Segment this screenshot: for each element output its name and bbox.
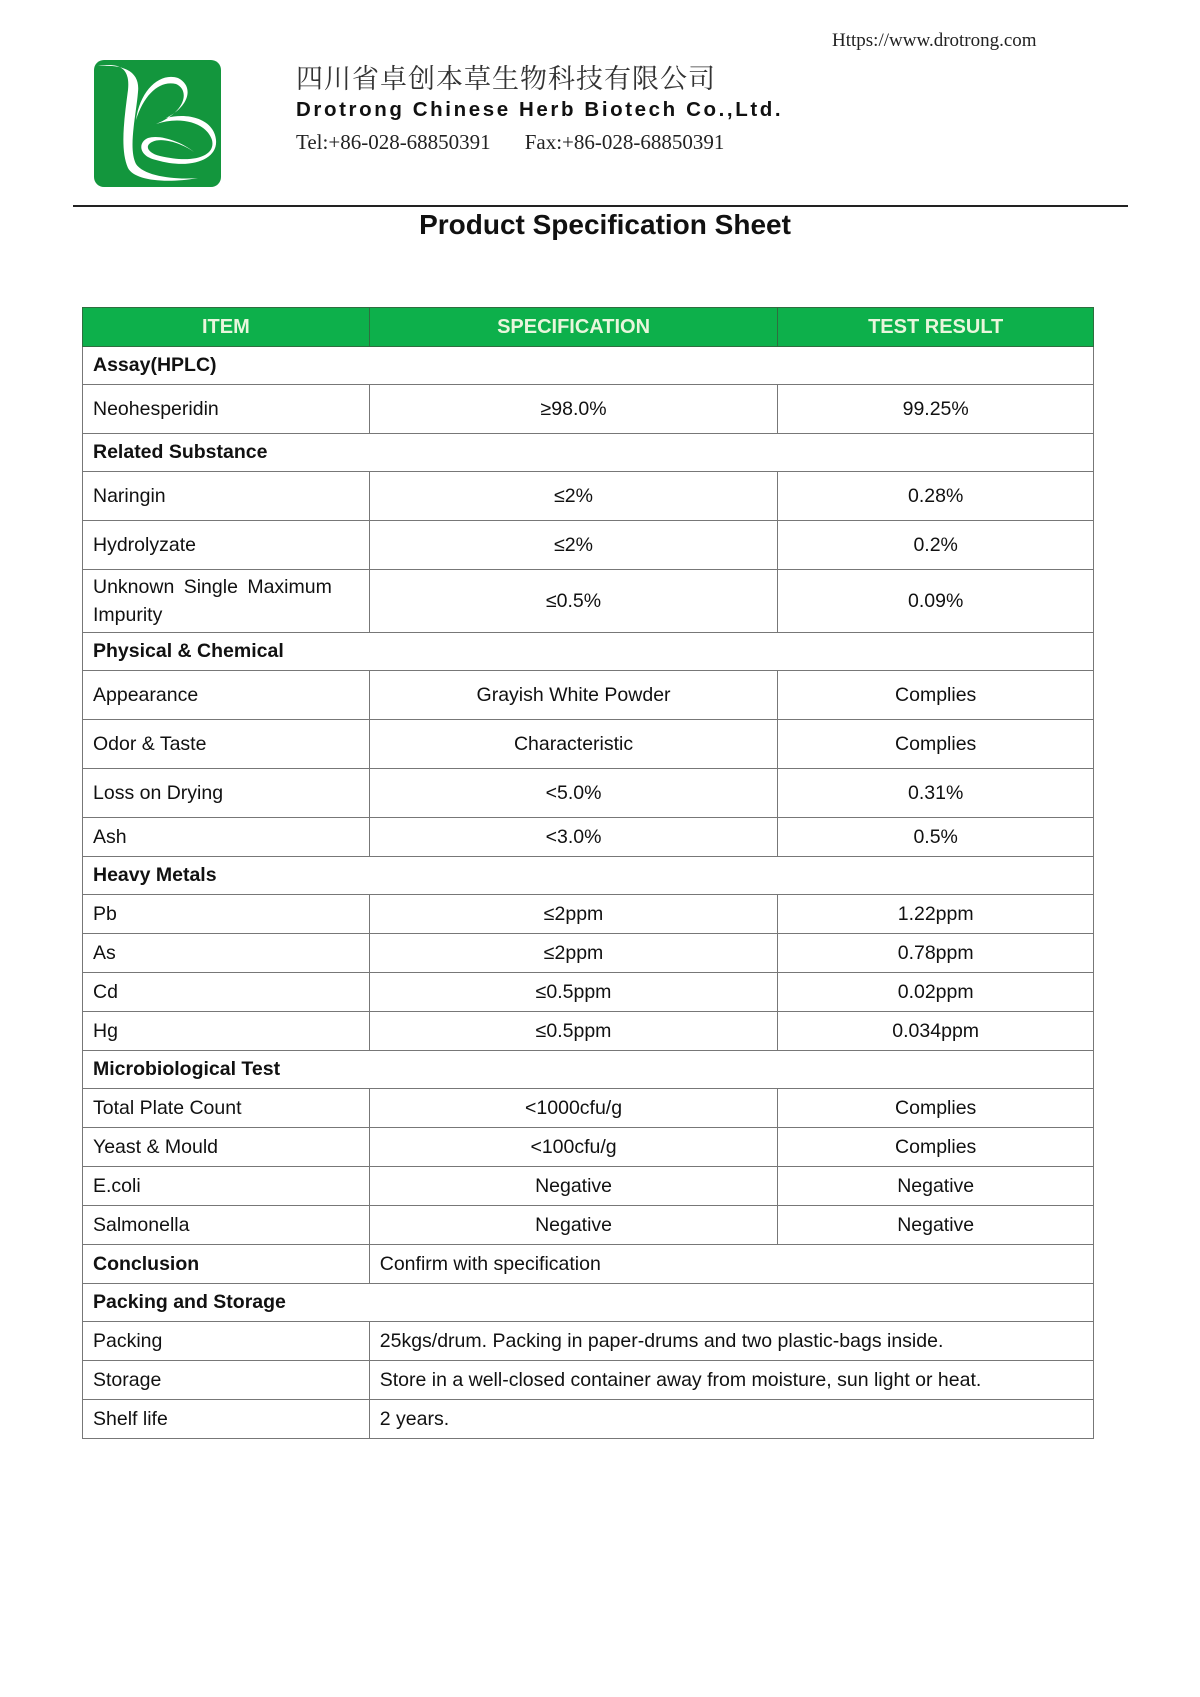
result-cell: Complies <box>778 720 1094 769</box>
table-row <box>83 1167 1094 1206</box>
spec-cell: ≤0.5ppm <box>369 1012 778 1051</box>
table-row <box>83 1322 1094 1361</box>
company-name-english: Drotrong Chinese Herb Biotech Co.,Ltd. <box>296 98 784 121</box>
table-row <box>83 385 1094 434</box>
table-row <box>83 934 1094 973</box>
contact-line <box>296 130 724 155</box>
section-title: Microbiological Test <box>83 1051 1094 1089</box>
result-cell: Negative <box>778 1206 1094 1245</box>
section-title: Related Substance <box>83 434 1094 472</box>
item-cell: Salmonella <box>83 1206 370 1245</box>
result-cell: Complies <box>778 671 1094 720</box>
table-row <box>83 472 1094 521</box>
result-cell: 0.034ppm <box>778 1012 1094 1051</box>
section-row-heavy-metals <box>83 857 1094 895</box>
result-cell: 99.25% <box>778 385 1094 434</box>
section-row-microbiological <box>83 1051 1094 1089</box>
section-row-physical-chemical <box>83 633 1094 671</box>
item-cell: Hydrolyzate <box>83 521 370 570</box>
spec-cell: ≥98.0% <box>369 385 778 434</box>
item-cell: Pb <box>83 895 370 934</box>
table-row <box>83 1400 1094 1439</box>
item-cell: As <box>83 934 370 973</box>
spec-cell: ≤2% <box>369 521 778 570</box>
result-cell: Negative <box>778 1167 1094 1206</box>
conclusion-row <box>83 1245 1094 1284</box>
spec-cell: ≤2% <box>369 472 778 521</box>
spec-cell: Characteristic <box>369 720 778 769</box>
item-cell: Ash <box>83 818 370 857</box>
table-header-row <box>83 308 1094 347</box>
item-cell: Hg <box>83 1012 370 1051</box>
spec-cell: Negative <box>369 1167 778 1206</box>
result-cell: 1.22ppm <box>778 895 1094 934</box>
section-row-assay <box>83 347 1094 385</box>
column-header-item: ITEM <box>83 308 370 347</box>
spec-cell: Grayish White Powder <box>369 671 778 720</box>
table-row <box>83 1361 1094 1400</box>
website-url[interactable]: Https://www.drotrong.com <box>832 30 1037 51</box>
item-cell: Total Plate Count <box>83 1089 370 1128</box>
table-row <box>83 1012 1094 1051</box>
spec-cell: <5.0% <box>369 769 778 818</box>
result-cell: 0.5% <box>778 818 1094 857</box>
item-cell: Packing <box>83 1322 370 1361</box>
item-cell: Storage <box>83 1361 370 1400</box>
item-cell: Yeast & Mould <box>83 1128 370 1167</box>
spec-cell: <3.0% <box>369 818 778 857</box>
item-cell: Naringin <box>83 472 370 521</box>
column-header-test-result: TEST RESULT <box>778 308 1094 347</box>
spec-cell: <1000cfu/g <box>369 1089 778 1128</box>
value-cell: 25kgs/drum. Packing in paper-drums and two plastic-bags inside. <box>369 1322 1093 1361</box>
result-cell: 0.09% <box>778 570 1094 633</box>
value-cell: Store in a well-closed container away from moisture, sun light or heat. <box>369 1361 1093 1400</box>
section-title: Packing and Storage <box>83 1284 1094 1322</box>
table-row <box>83 1089 1094 1128</box>
section-row-related-substance <box>83 434 1094 472</box>
value-cell: 2 years. <box>369 1400 1093 1439</box>
table-row <box>83 973 1094 1012</box>
spec-cell: <100cfu/g <box>369 1128 778 1167</box>
table-row <box>83 720 1094 769</box>
item-cell: Cd <box>83 973 370 1012</box>
item-cell: Appearance <box>83 671 370 720</box>
item-cell: Neohesperidin <box>83 385 370 434</box>
table-row <box>83 671 1094 720</box>
section-row-packing-storage <box>83 1284 1094 1322</box>
spec-cell: Negative <box>369 1206 778 1245</box>
table-row <box>83 1128 1094 1167</box>
result-cell: 0.2% <box>778 521 1094 570</box>
section-title: Assay(HPLC) <box>83 347 1094 385</box>
page-title: Product Specification Sheet <box>419 209 791 240</box>
header-divider <box>73 205 1128 207</box>
drotrong-logo-icon <box>94 60 221 187</box>
item-cell: Odor & Taste <box>83 720 370 769</box>
result-cell: 0.02ppm <box>778 973 1094 1012</box>
result-cell: 0.78ppm <box>778 934 1094 973</box>
item-cell: Unknown Single Maximum Impurity <box>83 570 370 633</box>
table-row <box>83 521 1094 570</box>
column-header-specification: SPECIFICATION <box>369 308 778 347</box>
spec-cell: ≤0.5ppm <box>369 973 778 1012</box>
table-row <box>83 1206 1094 1245</box>
table-row <box>83 818 1094 857</box>
section-title: Heavy Metals <box>83 857 1094 895</box>
company-name-chinese: 四川省卓创本草生物科技有限公司 <box>296 64 716 95</box>
fax: Fax:+86-028-68850391 <box>524 130 725 154</box>
table-row <box>83 769 1094 818</box>
telephone: Tel:+86-028-68850391 <box>296 130 491 154</box>
item-cell: Shelf life <box>83 1400 370 1439</box>
item-cell: Loss on Drying <box>83 769 370 818</box>
specification-table <box>82 307 1094 1439</box>
table-row <box>83 895 1094 934</box>
conclusion-value: Confirm with specification <box>369 1245 1093 1284</box>
result-cell: Complies <box>778 1089 1094 1128</box>
item-cell: E.coli <box>83 1167 370 1206</box>
spec-cell: ≤2ppm <box>369 895 778 934</box>
spec-cell: ≤2ppm <box>369 934 778 973</box>
result-cell: 0.31% <box>778 769 1094 818</box>
table-row <box>83 570 1094 633</box>
result-cell: Complies <box>778 1128 1094 1167</box>
conclusion-label: Conclusion <box>83 1245 370 1284</box>
result-cell: 0.28% <box>778 472 1094 521</box>
spec-cell: ≤0.5% <box>369 570 778 633</box>
section-title: Physical & Chemical <box>83 633 1094 671</box>
